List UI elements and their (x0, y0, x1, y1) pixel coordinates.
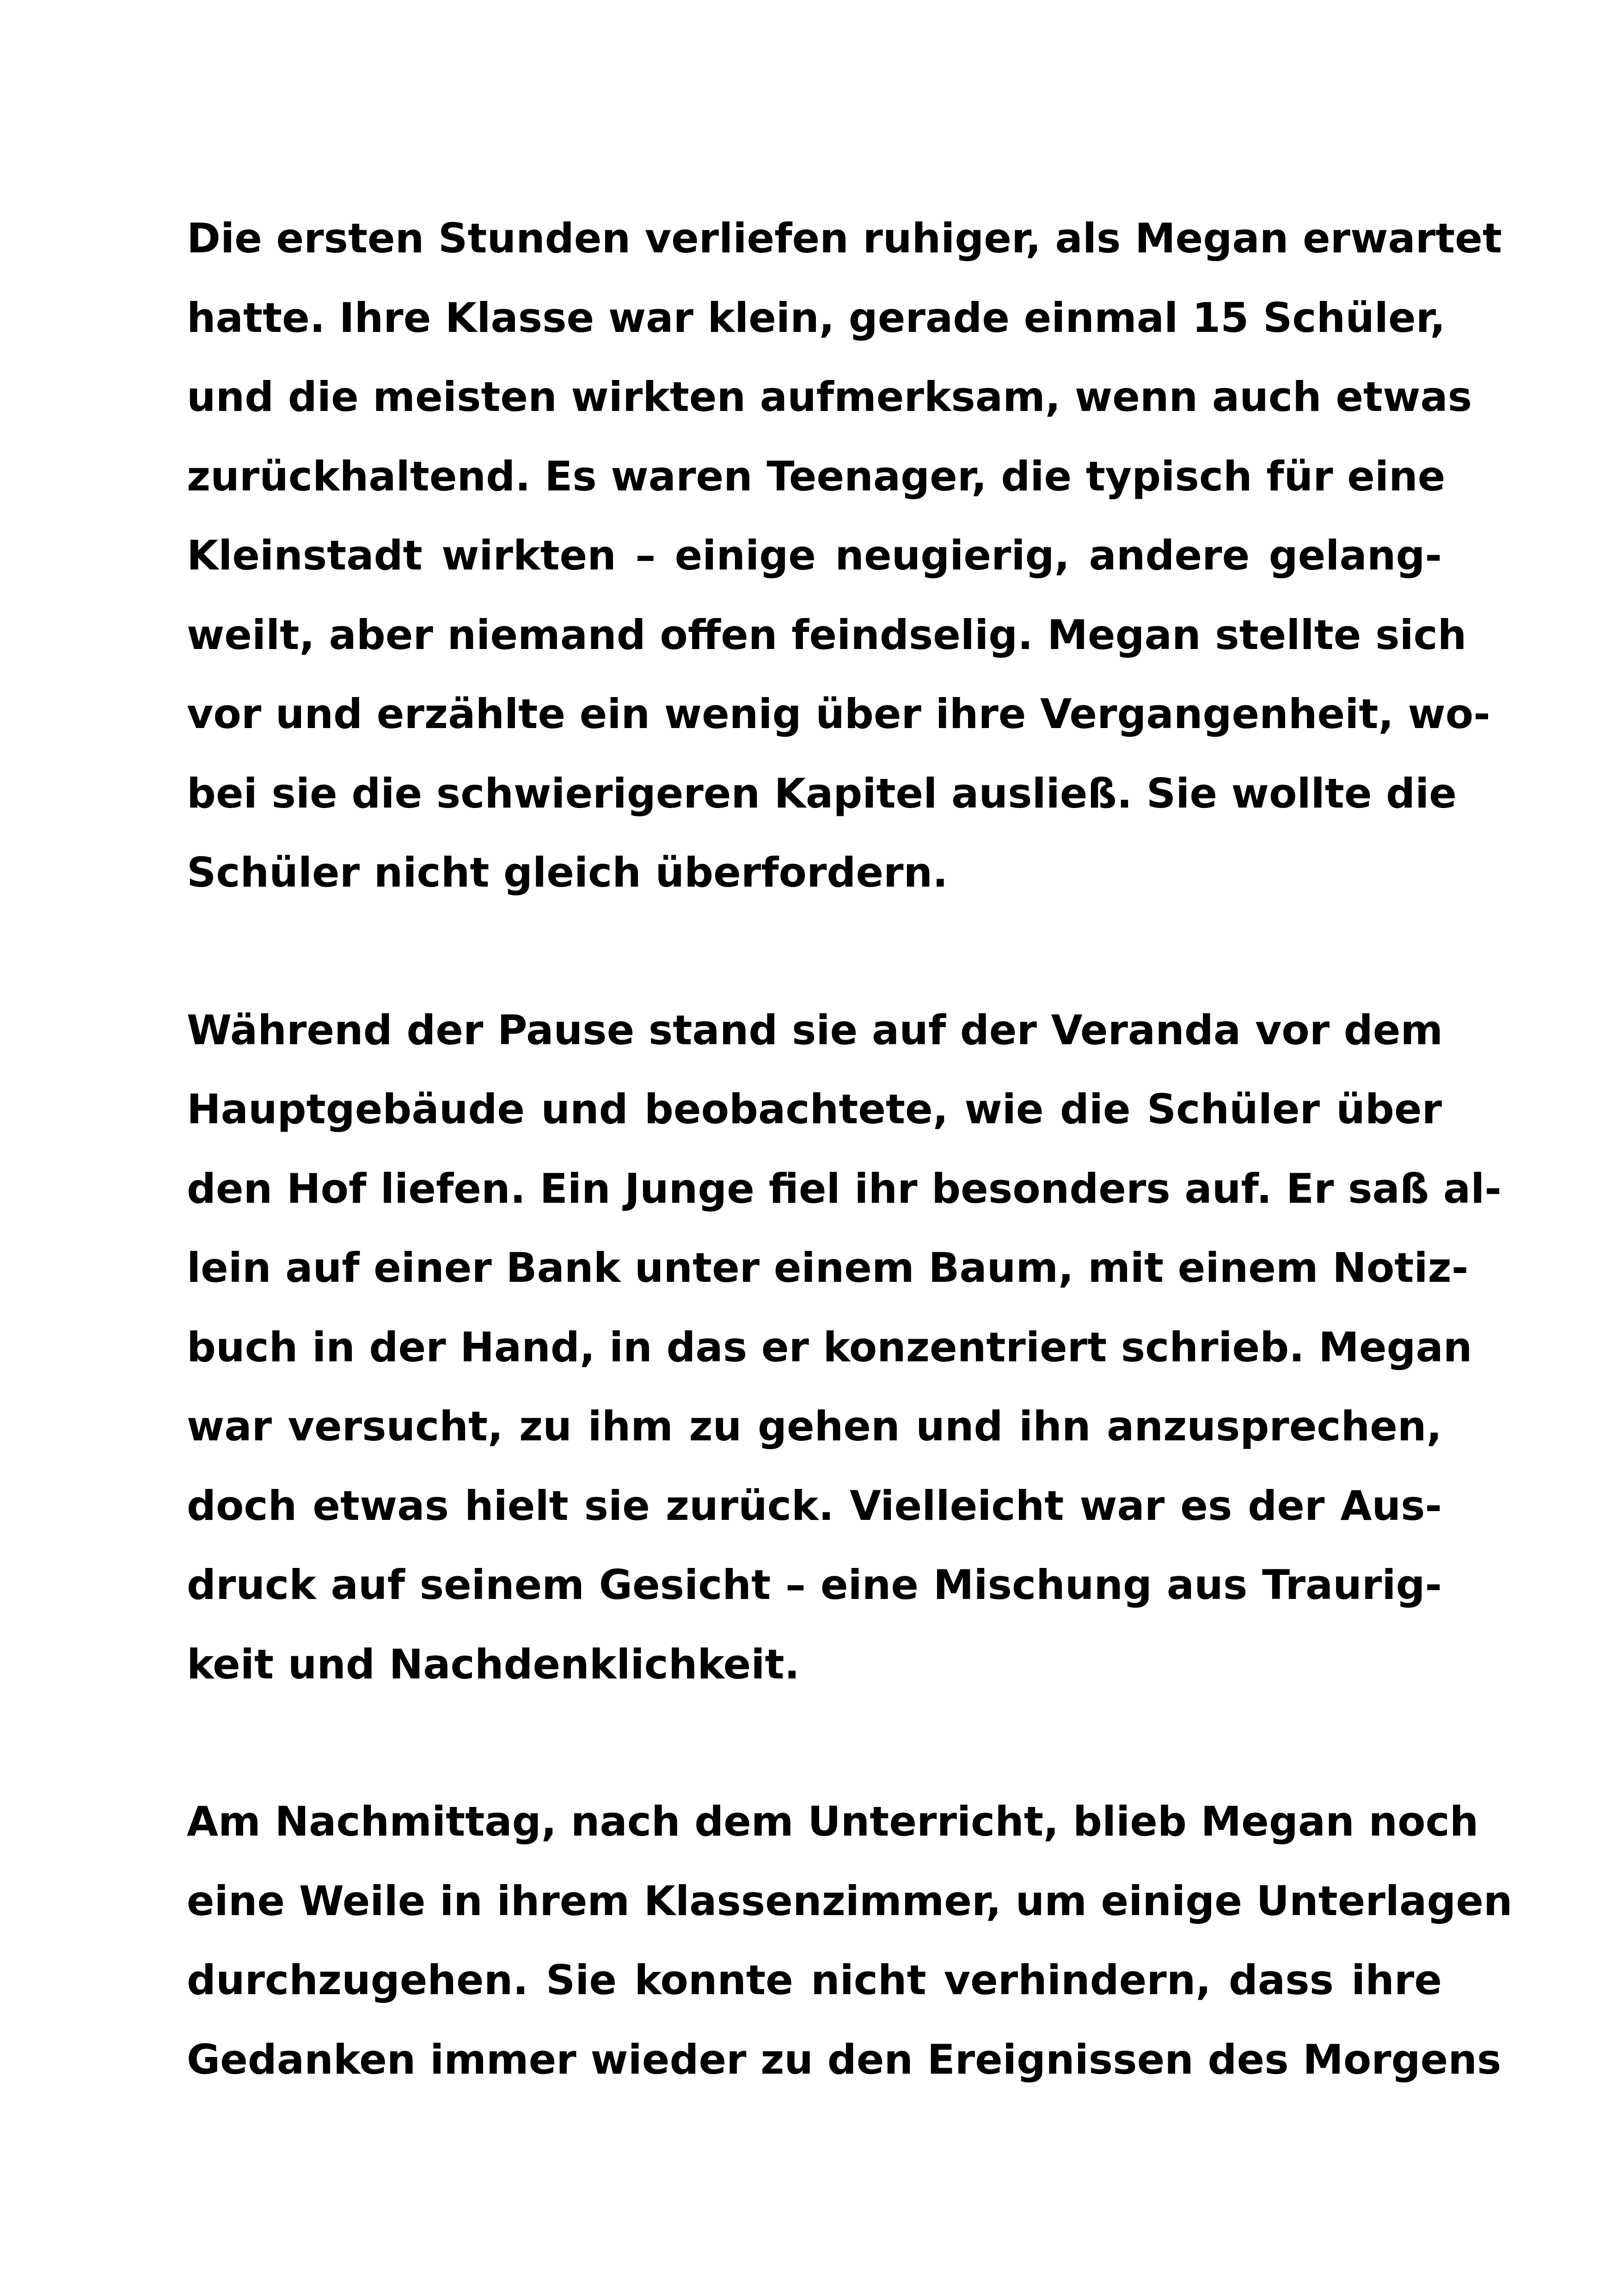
paragraph-1 (187, 199, 1502, 912)
text-line: lein auf einer Bank unter einem Baum, mit einem Notiz- (187, 1244, 1469, 1292)
text-line: hatte. Ihre Klasse war klein, gerade einmal 15 Schüler, (187, 294, 1446, 342)
text-line: Hauptgebäude und beobachtete, wie die Schüler über (187, 1085, 1442, 1133)
text-line: Kleinstadt wirkten – einige neugierig, andere gelang- (187, 532, 1442, 579)
text-line: Während der Pause stand sie auf der Veranda vor dem (187, 1006, 1443, 1054)
text-line: Die ersten Stunden verliefen ruhiger, als Megan erwartet (187, 214, 1502, 262)
text-line: buch in der Hand, in das er konzentriert schrieb. Megan (187, 1323, 1472, 1371)
paragraph-2 (187, 991, 1502, 1704)
text-line: durchzugehen. Sie konnte nicht verhindern, dass ihre (187, 1956, 1442, 2004)
body-text (187, 199, 1513, 2099)
text-line: Gedanken immer wieder zu den Ereignissen des Morgens (187, 2035, 1502, 2083)
text-line: eine Weile in ihrem Klassenzimmer, um einige Unterlagen (187, 1877, 1513, 1925)
text-line: weilt, aber niemand offen feindselig. Megan stellte sich (187, 611, 1467, 659)
text-line: Am Nachmittag, nach dem Unterricht, blieb Megan noch (187, 1798, 1479, 1845)
text-line: war versucht, zu ihm zu gehen und ihn anzusprechen, (187, 1402, 1442, 1450)
text-line: bei sie die schwierigeren Kapitel ausließ. Sie wollte die (187, 769, 1457, 817)
paragraph-spacer (187, 912, 1442, 991)
text-line: vor und erzählte ein wenig über ihre Vergangenheit, wo- (187, 690, 1490, 738)
text-line: und die meisten wirkten aufmerksam, wenn auch etwas (187, 373, 1472, 421)
text-line: druck auf seinem Gesicht – eine Mischung aus Traurig- (187, 1561, 1442, 1609)
text-line: doch etwas hielt sie zurück. Vielleicht war es der Aus- (187, 1482, 1442, 1530)
text-line: den Hof liefen. Ein Junge fiel ihr besonders auf. Er saß al- (187, 1164, 1502, 1212)
paragraph-spacer (187, 1704, 1442, 1782)
text-line: keit und Nachdenklichkeit. (187, 1640, 800, 1688)
text-line: zurückhaltend. Es waren Teenager, die typisch für eine (187, 452, 1446, 500)
text-line: Schüler nicht gleich überfordern. (187, 849, 948, 896)
paragraph-3 (187, 1782, 1513, 2099)
